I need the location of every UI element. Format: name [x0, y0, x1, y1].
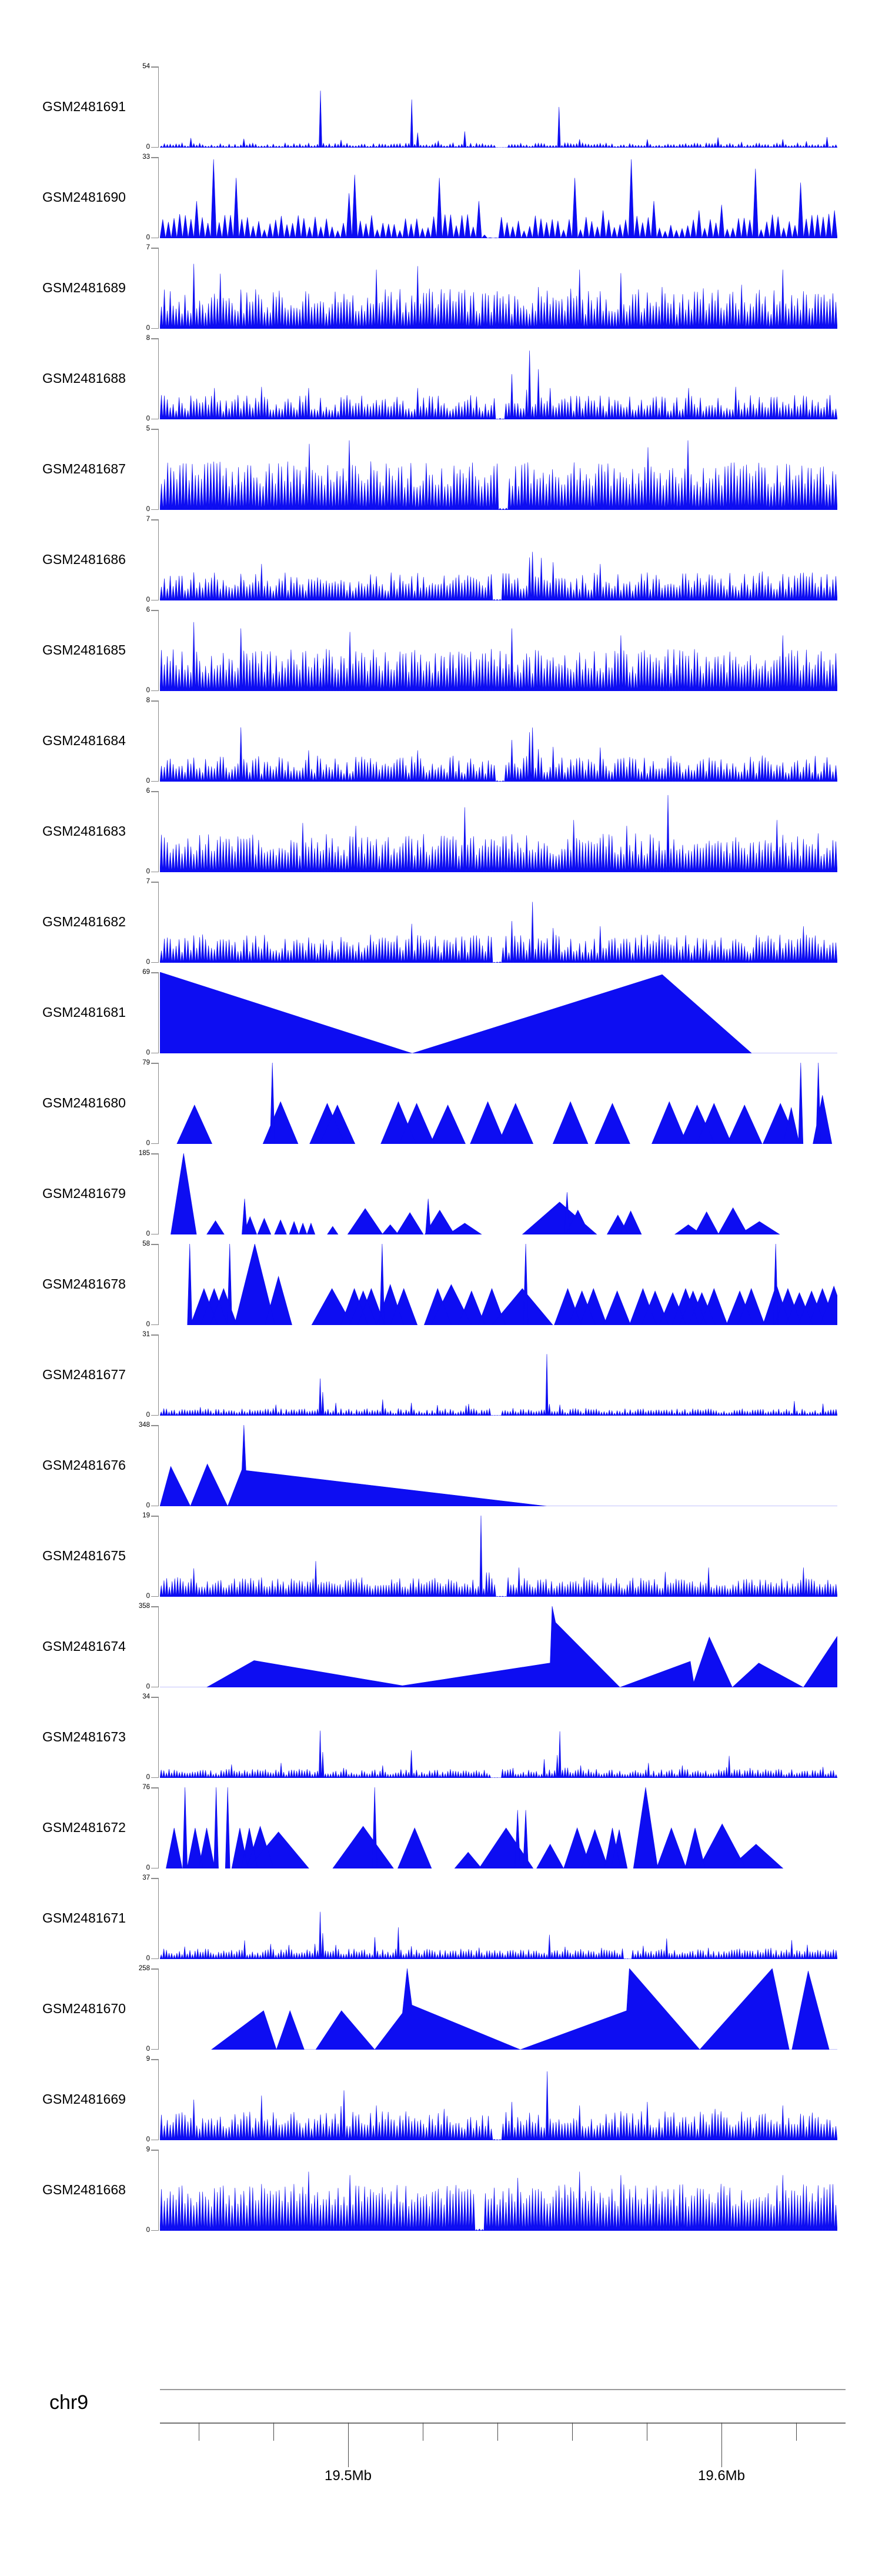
- track-yaxis-tick-max: [151, 429, 158, 430]
- track-signal-area: [160, 429, 837, 510]
- track-signal-area: [160, 2150, 837, 2231]
- track-yaxis-line: [158, 248, 159, 329]
- signal-path: [188, 1244, 837, 1325]
- track-yaxis-line: [158, 338, 159, 419]
- track-yaxis-tick-min: [151, 1777, 158, 1778]
- signal-path: [160, 2172, 837, 2231]
- track-label: GSM2481690: [42, 189, 126, 205]
- track-ymax-label: 358: [138, 1603, 150, 1610]
- track-yaxis-tick-max: [151, 1697, 158, 1698]
- track-yaxis-tick-min: [151, 238, 158, 239]
- signal-path: [160, 1354, 837, 1416]
- track-yaxis-line: [158, 791, 159, 872]
- signal-path: [177, 1063, 832, 1144]
- ruler-label-19-6: 19.6Mb: [697, 2468, 746, 2484]
- track-signal-area: [160, 1697, 837, 1778]
- signal-path: [160, 902, 837, 963]
- track-label: GSM2481669: [42, 2091, 126, 2107]
- track-signal-area: [160, 1334, 837, 1416]
- track-ymax-label: 31: [142, 1331, 150, 1338]
- track-ymin-label: 0: [146, 1502, 150, 1509]
- track-ymin-label: 0: [146, 2046, 150, 2053]
- track-yaxis-line: [158, 700, 159, 782]
- track-signal-area: [160, 1878, 837, 1959]
- track-label: GSM2481674: [42, 1639, 126, 1654]
- track-yaxis-tick-max: [151, 66, 158, 68]
- track-signal-area: [160, 1516, 837, 1597]
- track-label: GSM2481683: [42, 823, 126, 839]
- track-signal-area: [160, 1153, 837, 1234]
- signal-path: [160, 2071, 837, 2140]
- ruler-minor-tick: [273, 2422, 274, 2441]
- ruler-major-tick: [721, 2422, 722, 2467]
- track-yaxis-tick-max: [151, 1878, 158, 1879]
- track-ymax-label: 8: [146, 697, 150, 704]
- track-label: GSM2481689: [42, 280, 126, 295]
- track-label: GSM2481673: [42, 1729, 126, 1744]
- track-signal-area: [160, 882, 837, 963]
- track-signal-area: [160, 791, 837, 872]
- track-yaxis-tick-min: [151, 419, 158, 420]
- track-yaxis-tick-min: [151, 1324, 158, 1326]
- track-yaxis-tick-min: [151, 781, 158, 782]
- ruler-minor-tick: [572, 2422, 573, 2441]
- signal-path: [160, 1912, 837, 1959]
- track-yaxis-line: [158, 882, 159, 963]
- track-ymin-label: 0: [146, 415, 150, 422]
- track-yaxis-tick-max: [151, 972, 158, 973]
- ruler-top-border: [160, 2389, 846, 2390]
- signal-path: [160, 1516, 837, 1597]
- track-ymin-label: 0: [146, 1683, 150, 1690]
- track-yaxis-tick-min: [151, 1234, 158, 1235]
- track-yaxis-tick-max: [151, 1153, 158, 1154]
- track-yaxis-tick-min: [151, 509, 158, 510]
- track-yaxis-tick-min: [151, 1868, 158, 1869]
- track-yaxis-line: [158, 1063, 159, 1144]
- track-yaxis-line: [158, 610, 159, 691]
- track-yaxis-tick-max: [151, 1968, 158, 1970]
- track-signal-area: [160, 1063, 837, 1144]
- track-signal-area: [160, 519, 837, 600]
- track-yaxis-line: [158, 1787, 159, 1868]
- track-label: GSM2481680: [42, 1095, 126, 1110]
- track-yaxis-tick-max: [151, 1787, 158, 1788]
- track-label: GSM2481681: [42, 1005, 126, 1020]
- track-yaxis-tick-min: [151, 2049, 158, 2050]
- signal-path: [171, 1153, 780, 1234]
- track-label: GSM2481676: [42, 1457, 126, 1473]
- chromosome-label: chr9: [49, 2391, 89, 2414]
- track-ymax-label: 34: [142, 1693, 150, 1700]
- track-label: GSM2481672: [42, 1820, 126, 1835]
- ruler-minor-tick: [497, 2422, 498, 2441]
- track-yaxis-tick-min: [151, 1506, 158, 1507]
- track-yaxis-tick-min: [151, 1143, 158, 1144]
- track-ymax-label: 5: [146, 425, 150, 432]
- track-signal-area: [160, 248, 837, 329]
- ruler-major-tick: [348, 2422, 349, 2467]
- track-yaxis-line: [158, 2059, 159, 2140]
- track-yaxis-line: [158, 1244, 159, 1325]
- track-yaxis-tick-max: [151, 1516, 158, 1517]
- track-yaxis-tick-min: [151, 1415, 158, 1416]
- track-yaxis-tick-min: [151, 147, 158, 148]
- signal-path: [212, 1968, 837, 2050]
- track-signal-area: [160, 972, 837, 1053]
- track-yaxis-tick-min: [151, 962, 158, 963]
- track-ymax-label: 58: [142, 1240, 150, 1247]
- track-label: GSM2481686: [42, 552, 126, 567]
- signal-path: [160, 264, 837, 329]
- track-signal-area: [160, 1606, 837, 1687]
- track-ymin-label: 0: [146, 1593, 150, 1600]
- track-ymin-label: 0: [146, 144, 150, 151]
- track-ymin-label: 0: [146, 2136, 150, 2143]
- track-yaxis-tick-max: [151, 882, 158, 883]
- track-yaxis-line: [158, 519, 159, 600]
- track-ymin-label: 0: [146, 2227, 150, 2234]
- track-label: GSM2481671: [42, 1910, 126, 1926]
- track-ymin-label: 0: [146, 1774, 150, 1781]
- track-yaxis-line: [158, 1697, 159, 1778]
- ruler-label-19-5: 19.5Mb: [324, 2468, 372, 2484]
- track-yaxis-tick-max: [151, 1244, 158, 1245]
- track-yaxis-tick-min: [151, 2140, 158, 2141]
- signal-path: [160, 91, 837, 148]
- track-ymax-label: 79: [142, 1059, 150, 1066]
- track-yaxis-tick-min: [151, 1958, 158, 1960]
- track-signal-area: [160, 1244, 837, 1325]
- signal-path: [160, 1425, 837, 1506]
- track-yaxis-line: [158, 1153, 159, 1234]
- track-yaxis-tick-min: [151, 1596, 158, 1597]
- track-label: GSM2481684: [42, 733, 126, 748]
- track-ymax-label: 33: [142, 154, 150, 161]
- track-ymin-label: 0: [146, 1049, 150, 1056]
- track-signal-area: [160, 2059, 837, 2140]
- track-label: GSM2481675: [42, 1548, 126, 1563]
- track-yaxis-tick-max: [151, 248, 158, 249]
- signal-path: [160, 441, 837, 510]
- track-ymin-label: 0: [146, 234, 150, 241]
- track-yaxis-tick-max: [151, 610, 158, 611]
- track-yaxis-line: [158, 972, 159, 1053]
- track-ymin-label: 0: [146, 1321, 150, 1328]
- ruler-minor-tick: [796, 2422, 797, 2441]
- signal-path: [160, 351, 837, 419]
- track-yaxis-line: [158, 2150, 159, 2231]
- signal-path: [160, 728, 837, 782]
- track-ymin-label: 0: [146, 596, 150, 603]
- track-ymin-label: 0: [146, 1955, 150, 1962]
- track-yaxis-line: [158, 1606, 159, 1687]
- track-ymin-label: 0: [146, 868, 150, 875]
- track-ymin-label: 0: [146, 1140, 150, 1147]
- track-yaxis-tick-min: [151, 872, 158, 873]
- track-label: GSM2481677: [42, 1367, 126, 1382]
- track-signal-area: [160, 610, 837, 691]
- track-ymin-label: 0: [146, 1864, 150, 1871]
- track-ymin-label: 0: [146, 506, 150, 513]
- track-yaxis-line: [158, 66, 159, 148]
- track-ymax-label: 7: [146, 878, 150, 885]
- track-yaxis-tick-max: [151, 338, 158, 339]
- track-ymin-label: 0: [146, 1412, 150, 1419]
- track-ymax-label: 348: [138, 1422, 150, 1429]
- track-yaxis-tick-min: [151, 328, 158, 329]
- track-yaxis-tick-max: [151, 1334, 158, 1336]
- track-ymax-label: 7: [146, 244, 150, 251]
- track-yaxis-line: [158, 1334, 159, 1416]
- track-label: GSM2481687: [42, 461, 126, 476]
- track-ymax-label: 54: [142, 63, 150, 70]
- track-yaxis-tick-max: [151, 2150, 158, 2151]
- track-ymax-label: 9: [146, 2056, 150, 2063]
- track-yaxis-tick-min: [151, 690, 158, 692]
- track-ymin-label: 0: [146, 778, 150, 785]
- track-ymax-label: 37: [142, 1874, 150, 1881]
- track-yaxis-line: [158, 1878, 159, 1959]
- track-yaxis-tick-max: [151, 2059, 158, 2060]
- signal-path: [160, 1731, 837, 1778]
- track-ymin-label: 0: [146, 687, 150, 694]
- track-yaxis-tick-max: [151, 1063, 158, 1064]
- track-ymax-label: 69: [142, 969, 150, 976]
- track-signal-area: [160, 1787, 837, 1868]
- track-ymin-label: 0: [146, 1230, 150, 1237]
- signal-path: [160, 552, 837, 600]
- track-yaxis-tick-max: [151, 157, 158, 158]
- signal-path: [160, 795, 837, 872]
- track-ymax-label: 7: [146, 516, 150, 523]
- signal-path: [166, 1787, 783, 1868]
- track-yaxis-tick-max: [151, 700, 158, 702]
- track-label: GSM2481682: [42, 914, 126, 929]
- track-label: GSM2481670: [42, 2001, 126, 2016]
- track-yaxis-line: [158, 1425, 159, 1506]
- track-yaxis-line: [158, 429, 159, 510]
- track-yaxis-line: [158, 1516, 159, 1597]
- track-ymin-label: 0: [146, 959, 150, 966]
- track-signal-area: [160, 700, 837, 782]
- track-label: GSM2481685: [42, 642, 126, 658]
- track-label: GSM2481668: [42, 2182, 126, 2197]
- track-yaxis-tick-min: [151, 1687, 158, 1688]
- track-signal-area: [160, 1968, 837, 2050]
- track-yaxis-tick-max: [151, 791, 158, 792]
- signal-path: [160, 159, 837, 238]
- track-signal-area: [160, 338, 837, 419]
- track-yaxis-tick-max: [151, 1425, 158, 1426]
- track-ymax-label: 8: [146, 335, 150, 342]
- signal-path: [160, 622, 837, 691]
- track-signal-area: [160, 157, 837, 238]
- track-yaxis-tick-min: [151, 600, 158, 601]
- track-ymax-label: 76: [142, 1784, 150, 1791]
- track-yaxis-tick-max: [151, 1606, 158, 1607]
- track-label: GSM2481691: [42, 99, 126, 114]
- ruler-axis-line: [160, 2422, 846, 2424]
- track-ymax-label: 19: [142, 1512, 150, 1519]
- track-ymax-label: 9: [146, 2146, 150, 2153]
- track-yaxis-tick-min: [151, 2230, 158, 2231]
- track-ymax-label: 258: [138, 1965, 150, 1972]
- track-yaxis-line: [158, 157, 159, 238]
- track-label: GSM2481679: [42, 1186, 126, 1201]
- track-signal-area: [160, 1425, 837, 1506]
- signal-path: [160, 1606, 837, 1687]
- track-yaxis-line: [158, 1968, 159, 2050]
- track-yaxis-tick-min: [151, 1053, 158, 1054]
- track-ymin-label: 0: [146, 325, 150, 332]
- track-label: GSM2481678: [42, 1276, 126, 1292]
- track-ymax-label: 6: [146, 606, 150, 613]
- track-ymax-label: 6: [146, 788, 150, 795]
- track-yaxis-tick-max: [151, 519, 158, 520]
- track-label: GSM2481688: [42, 371, 126, 386]
- track-ymax-label: 185: [138, 1150, 150, 1157]
- track-signal-area: [160, 66, 837, 148]
- signal-path: [160, 972, 837, 1053]
